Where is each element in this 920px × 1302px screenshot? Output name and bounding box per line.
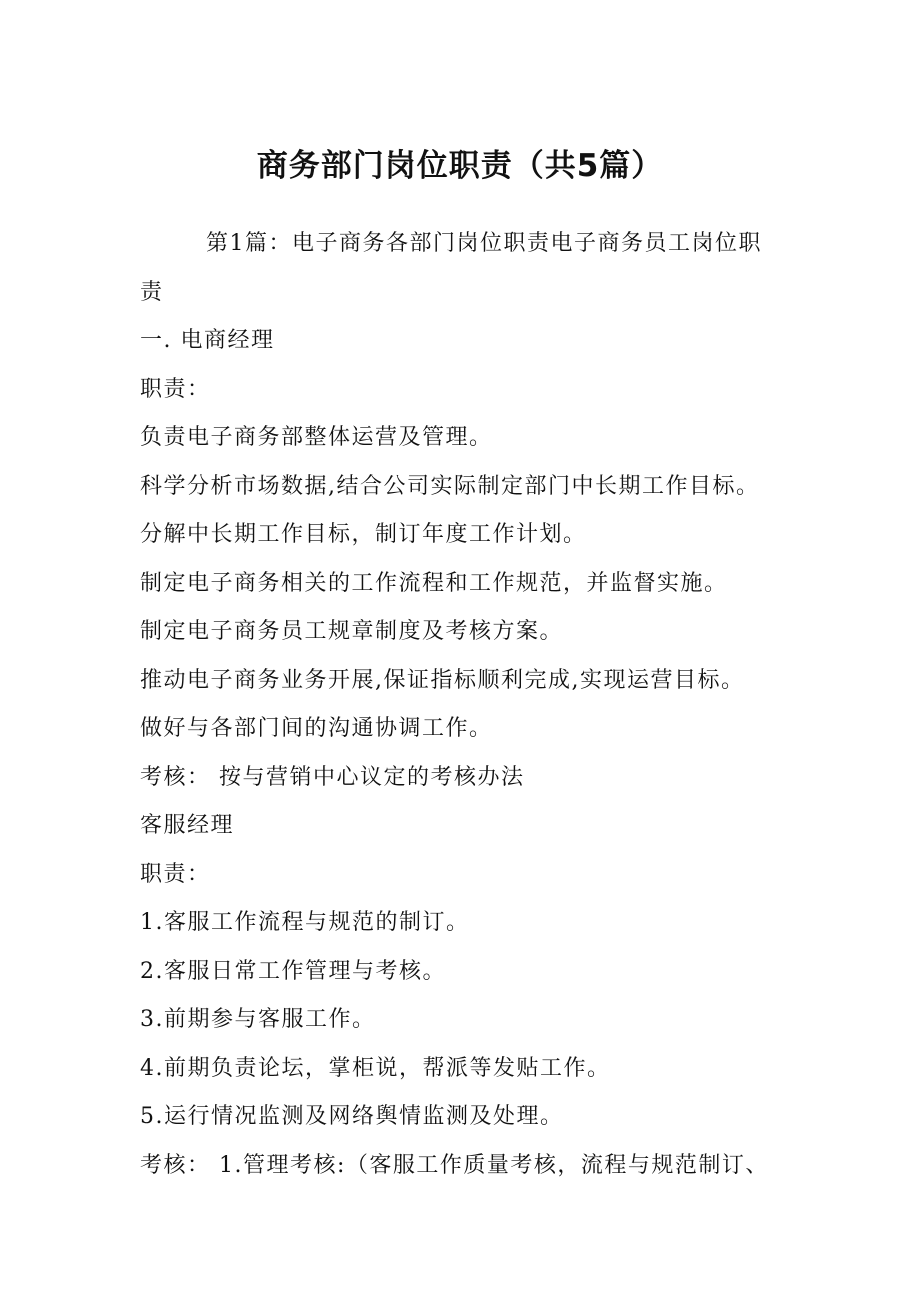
body-line: 考核： 1.管理考核:（客服工作质量考核，流程与规范制订、	[140, 1152, 769, 1178]
body-line: 制定电子商务相关的工作流程和工作规范，并监督实施。	[140, 570, 728, 596]
body-line: 推动电子商务业务开展,保证指标顺利完成,实现运营目标。	[140, 667, 745, 693]
body-line: 制定电子商务员工规章制度及考核方案。	[140, 619, 564, 644]
body-line: 考核： 按与营销中心议定的考核办法	[140, 764, 525, 790]
document-title: 商务部门岗位职责（共5篇）	[256, 148, 664, 184]
body-line: 5.运行情况监测及网络舆情监测及处理。	[140, 1104, 564, 1129]
body-line: 做好与各部门间的沟通协调工作。	[140, 716, 493, 741]
body-line: 职责：	[140, 861, 211, 887]
body-line: 一. 电商经理	[140, 328, 275, 353]
body-line: 负责电子商务部整体运营及管理。	[140, 425, 493, 450]
document-body	[140, 220, 785, 1190]
body-line: 分解中长期工作目标，制订年度工作计划。	[140, 522, 587, 547]
body-line: 客服经理	[140, 813, 235, 838]
body-line: 4.前期负责论坛，掌柜说，帮派等发贴工作。	[140, 1055, 611, 1081]
chapter-heading: 第1篇：电子商务各部门岗位职责电子商务员工岗位职责	[140, 231, 762, 305]
body-line: 2.客服日常工作管理与考核。	[140, 958, 446, 984]
body-line: 3.前期参与客服工作。	[140, 1007, 376, 1032]
body-line: 科学分析市场数据,结合公司实际制定部门中长期工作目标。	[140, 473, 760, 499]
body-line: 1.客服工作流程与规范的制订。	[140, 910, 470, 935]
body-line: 职责：	[140, 376, 211, 402]
